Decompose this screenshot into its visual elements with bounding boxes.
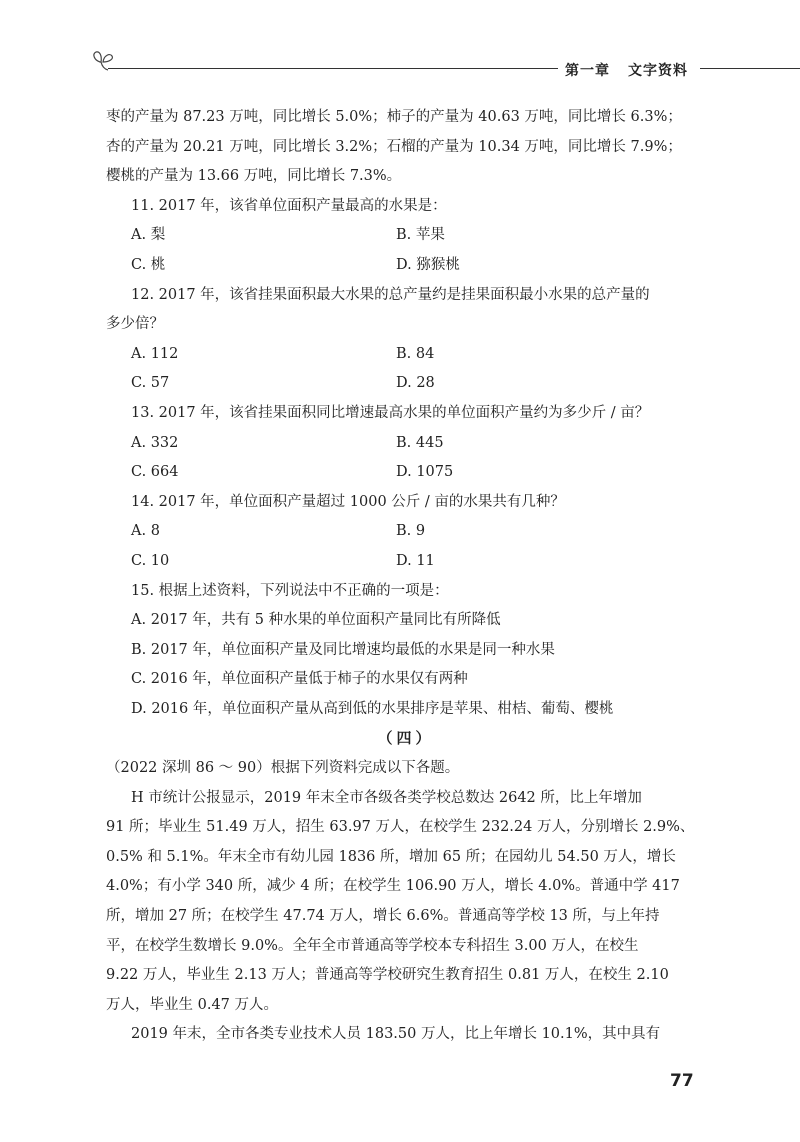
chapter-name: 文字资料 [628,63,688,79]
option-b: B. 苹果 [396,227,445,244]
paragraph-line: 4.0%；有小学 340 所，减少 4 所；在校学生 106.90 万人，增长 4.0%。普通中学 417 [106,878,680,895]
paragraph-line: 樱桃的产量为 13.66 万吨，同比增长 7.3%。 [106,168,402,185]
question-14: 14. 2017 年，单位面积产量超过 1000 公斤 / 亩的水果共有几种？ [131,493,565,510]
leaf-sprout-icon [90,48,124,78]
option-d: D. 2016 年，单位面积产量从高到低的水果排序是苹果、柑桔、葡萄、樱桃 [131,700,614,717]
page-body [106,103,706,1050]
header-rule-right [700,68,800,69]
option-c: C. 2016 年，单位面积产量低于柿子的水果仅有两种 [131,671,468,688]
question-15: 15. 根据上述资料，下列说法中不正确的一项是： [131,582,449,599]
option-d: D. 28 [396,375,435,392]
paragraph-line: 9.22 万人，毕业生 2.13 万人；普通高等学校研究生教育招生 0.81 万人，在校生 2.10 [106,967,669,984]
paragraph-line: 万人，毕业生 0.47 万人。 [106,996,279,1013]
paragraph-line: 0.5% 和 5.1%。年末全市有幼儿园 1836 所，增加 65 所；在园幼儿 54.50 万人，增长 [106,848,676,865]
option-c: C. 桃 [131,256,166,273]
option-a: A. 梨 [131,227,166,244]
option-d: D. 11 [396,552,435,569]
option-d: D. 1075 [396,464,454,481]
section-heading: （四） [377,729,435,748]
paragraph-line: H 市统计公报显示，2019 年末全市各级各类学校总数达 2642 所，比上年增加 [131,789,642,806]
question-11: 11. 2017 年，该省单位面积产量最高的水果是： [131,197,447,214]
question-12: 12. 2017 年，该省挂果面积最大水果的总产量约是挂果面积最小水果的总产量的 [131,286,650,303]
option-d: D. 猕猴桃 [396,256,460,273]
option-b: B. 2017 年，单位面积产量及同比增速均最低的水果是同一种水果 [131,641,555,658]
question-12-options-row1 [106,340,706,370]
option-a: A. 332 [131,434,179,451]
question-12-options-row2 [106,369,706,399]
question-13-options-row1 [106,429,706,459]
question-13-options-row2 [106,458,706,488]
paragraph-line: 平，在校学生数增长 9.0%。全年全市普通高等学校本专科招生 3.00 万人，在校生 [106,937,639,954]
question-11-options-row2 [106,251,706,281]
paragraph-line: 枣的产量为 87.23 万吨，同比增长 5.0%；柿子的产量为 40.63 万吨，同比增长 6.3%； [106,109,682,125]
chapter-title [565,60,688,80]
question-14-options-row2 [106,547,706,577]
option-c: C. 664 [131,464,179,481]
question-11-options-row1 [106,221,706,251]
option-c: C. 57 [131,375,170,392]
option-b: B. 84 [396,345,435,362]
option-b: B. 445 [396,434,444,451]
chapter-number: 第一章 [565,63,610,79]
page-number: 77 [670,1071,694,1091]
option-a: A. 8 [131,523,160,540]
section-intro: （2022 深圳 86 ～ 90）根据下列资料完成以下各题。 [106,760,460,777]
paragraph-line: 杏的产量为 20.21 万吨，同比增长 3.2%；石榴的产量为 10.34 万吨，同比增长 7.9%； [106,138,682,155]
question-14-options-row1 [106,517,706,547]
paragraph-line: 91 所；毕业生 51.49 万人，招生 63.97 万人，在校学生 232.24 万人，分别增长 2.9%、 [106,819,695,836]
question-12-continued: 多少倍？ [106,316,164,333]
option-b: B. 9 [396,523,426,540]
header-rule-left [108,68,558,69]
paragraph-line: 2019 年末，全市各类专业技术人员 183.50 万人，比上年增长 10.1%，其中具有 [131,1026,661,1043]
running-header [90,48,800,78]
option-a: A. 2017 年，共有 5 种水果的单位面积产量同比有所降低 [131,612,501,629]
paragraph-line: 所，增加 27 所；在校学生 47.74 万人，增长 6.6%。普通高等学校 13 所，与上年持 [106,908,660,925]
option-c: C. 10 [131,552,170,569]
option-a: A. 112 [131,345,179,362]
question-13: 13. 2017 年，该省挂果面积同比增速最高水果的单位面积产量约为多少斤 / 亩？ [131,404,650,421]
